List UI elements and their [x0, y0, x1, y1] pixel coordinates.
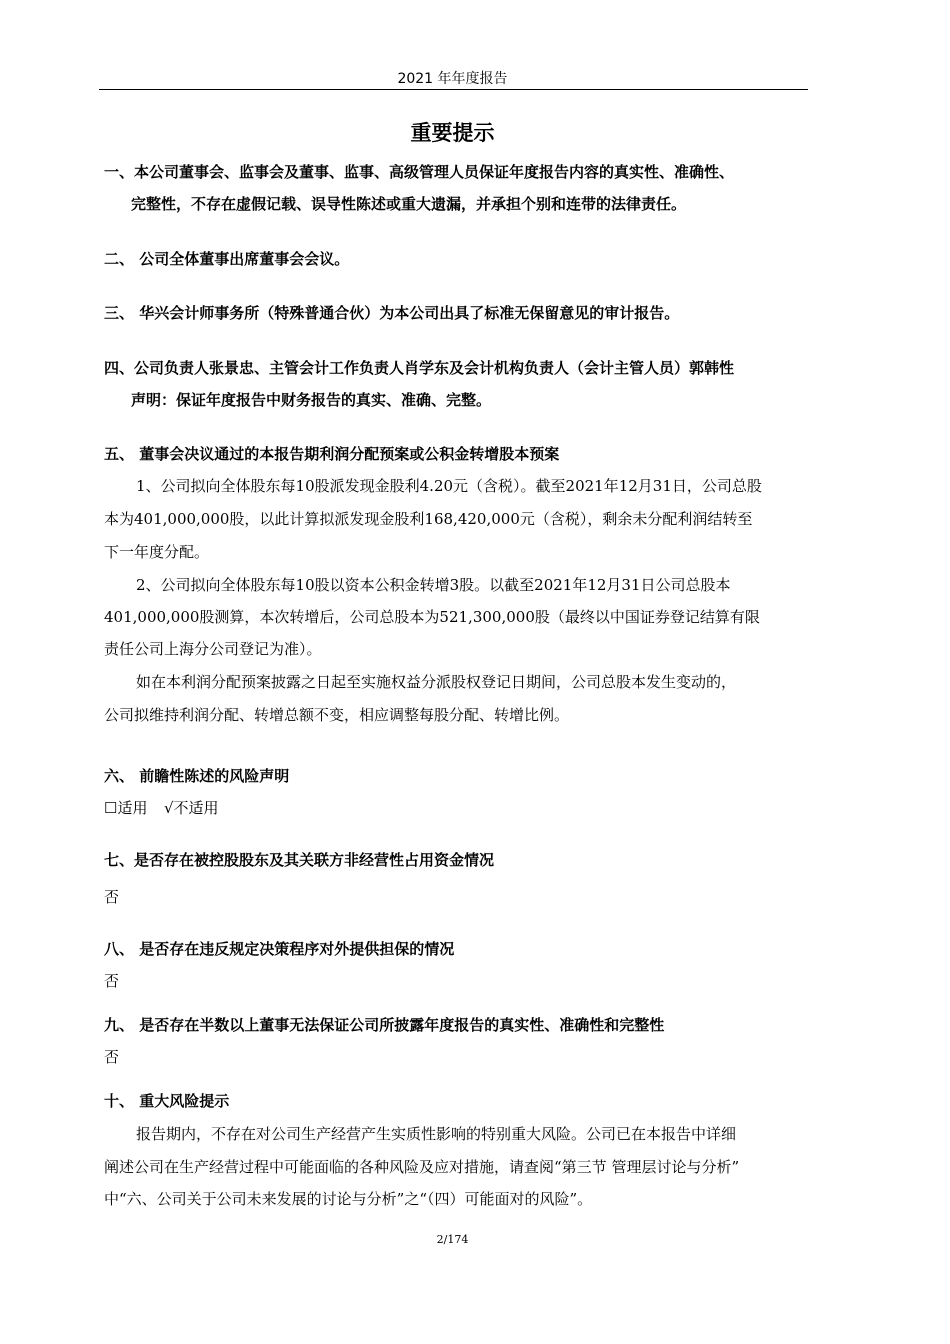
section-1-line-1: 一、本公司董事会、监事会及董事、监事、高级管理人员保证年度报告内容的真实性、准确性、: [104, 163, 735, 181]
section-5-p2-line-2: 401,000,000股测算，本次转增后，公司总股本为521,300,000股（最终以中国证券登记结算有限: [104, 608, 760, 626]
option-not-applicable: √不适用: [164, 799, 219, 817]
section-8-answer: 否: [104, 972, 120, 990]
section-9-answer: 否: [104, 1048, 120, 1066]
section-6-heading: 六、 前瞻性陈述的风险声明: [104, 767, 290, 785]
section-7-heading: 七、是否存在被控股股东及其关联方非经营性占用资金情况: [104, 851, 495, 869]
section-4-line-1: 四、公司负责人张景忠、主管会计工作负责人肖学东及会计机构负责人（会计主管人员）郭韩性: [104, 359, 735, 377]
section-10-line-3: 中“六、公司关于公司未来发展的讨论与分析”之“（四）可能面对的风险”。: [104, 1190, 593, 1208]
section-5-p1-line-1: 1、公司拟向全体股东每10股派发现金股利4.20元（含税）。截至2021年12月31日，公司总股: [136, 477, 762, 495]
option-applicable: ☐适用: [104, 799, 148, 817]
page-number: 2/174: [436, 1233, 469, 1246]
section-10-line-2: 阐述公司在生产经营过程中可能面临的各种风险及应对措施，请查阅“第三节 管理层讨论与分析”: [104, 1158, 740, 1176]
section-5-p3-line-2: 公司拟维持利润分配、转增总额不变，相应调整每股分配、转增比例。: [104, 706, 570, 724]
page-title: 重要提示: [410, 121, 495, 145]
section-1-line-2: 完整性，不存在虚假记载、误导性陈述或重大遗漏，并承担个别和连带的法律责任。: [131, 195, 687, 213]
section-5-p2-line-1: 2、公司拟向全体股东每10股以资本公积金转增3股。以截至2021年12月31日公司总股本: [136, 576, 731, 594]
section-5-p2-line-3: 责任公司上海分公司登记为准）。: [104, 640, 322, 658]
section-9-heading: 九、 是否存在半数以上董事无法保证公司所披露年度报告的真实性、准确性和完整性: [104, 1016, 665, 1034]
section-5-heading: 五、 董事会决议通过的本报告期利润分配预案或公积金转增股本预案: [104, 445, 560, 463]
section-10-heading: 十、 重大风险提示: [104, 1092, 230, 1110]
section-10-line-1: 报告期内，不存在对公司生产经营产生实质性影响的特别重大风险。公司已在本报告中详细: [136, 1125, 737, 1143]
section-4-line-2: 声明：保证年度报告中财务报告的真实、准确、完整。: [131, 391, 492, 409]
section-8-heading: 八、 是否存在违反规定决策程序对外提供担保的情况: [104, 940, 455, 958]
header-divider: [99, 89, 808, 90]
section-7-answer: 否: [104, 888, 120, 906]
section-5-p1-line-2: 本为401,000,000股，以此计算拟派发现金股利168,420,000元（含税），剩余未分配利润结转至: [104, 510, 753, 528]
page-header: 2021 年年度报告: [397, 71, 508, 87]
section-5-p1-line-3: 下一年度分配。: [104, 543, 210, 561]
section-5-p3-line-1: 如在本利润分配预案披露之日起至实施权益分派股权登记日期间，公司总股本发生变动的，: [136, 673, 737, 691]
section-2: 二、 公司全体董事出席董事会会议。: [104, 250, 350, 268]
section-3: 三、 华兴会计师事务所（特殊普通合伙）为本公司出具了标准无保留意见的审计报告。: [104, 304, 680, 322]
